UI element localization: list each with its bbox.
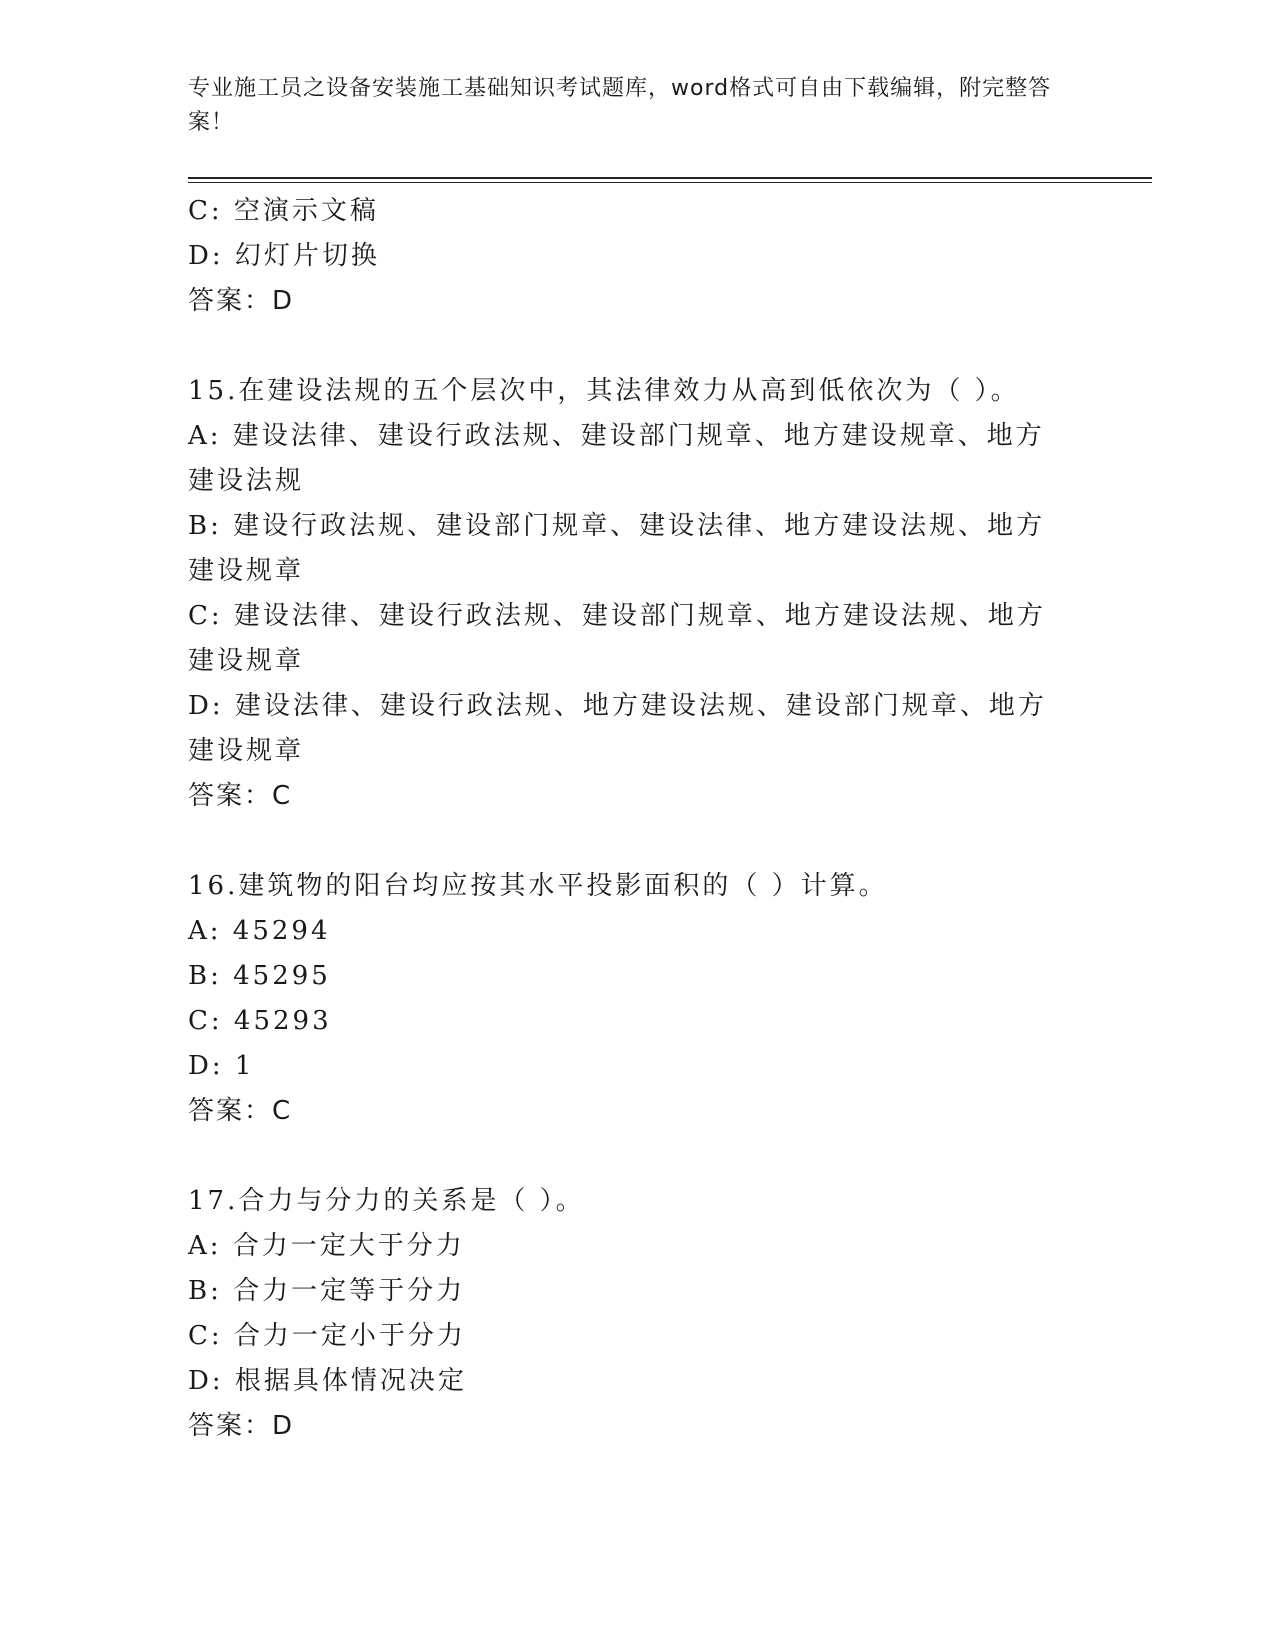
option-d: D: 1 [188, 1051, 255, 1081]
option-c: C: 45293 [188, 1006, 332, 1036]
header-divider-thin [188, 182, 1152, 183]
option-a: A: 45294 [188, 916, 331, 946]
answer-line: 答案：D [188, 286, 295, 316]
option-d: D: 根据具体情况决定 [188, 1366, 467, 1396]
spacer [188, 1134, 1088, 1179]
question-stem: 17.合力与分力的关系是（ ）。 [188, 1186, 585, 1216]
question-stem: 15.在建设法规的五个层次中，其法律效力从高到低依次为（ ）。 [188, 376, 1020, 406]
option-b: B: 45295 [188, 961, 331, 991]
header-divider-thick [188, 177, 1152, 179]
option-c: C: 建设法律、建设行政法规、建设部门规章、地方建设法规、地方建设规章 [188, 601, 1046, 676]
option-d: D: 幻灯片切换 [188, 241, 380, 271]
option-d: D: 建设法律、建设行政法规、地方建设法规、建设部门规章、地方建设规章 [188, 691, 1047, 766]
question-block-16 [188, 864, 1088, 1134]
option-b: B: 合力一定等于分力 [188, 1276, 466, 1306]
answer-line: 答案：C [188, 781, 293, 811]
option-a: A: 合力一定大于分力 [188, 1231, 465, 1261]
spacer [188, 324, 1088, 369]
option-b: B: 建设行政法规、建设部门规章、建设法律、地方建设法规、地方建设规章 [188, 511, 1046, 586]
option-c: C: 合力一定小于分力 [188, 1321, 466, 1351]
question-stem: 16.建筑物的阳台均应按其水平投影面积的（ ）计算。 [188, 871, 888, 901]
spacer [188, 819, 1088, 864]
option-a: A: 建设法律、建设行政法规、建设部门规章、地方建设规章、地方建设法规 [188, 421, 1045, 496]
question-block-17 [188, 1179, 1088, 1449]
document-header: 专业施工员之设备安装施工基础知识考试题库，word格式可自由下载编辑，附完整答案！ [188, 76, 1052, 135]
answer-line: 答案：C [188, 1096, 293, 1126]
option-c: C: 空演示文稿 [188, 196, 379, 226]
question-block-15 [188, 369, 1088, 819]
question-block-prev [188, 189, 1088, 324]
question-list [188, 189, 1088, 1449]
answer-line: 答案：D [188, 1411, 295, 1441]
